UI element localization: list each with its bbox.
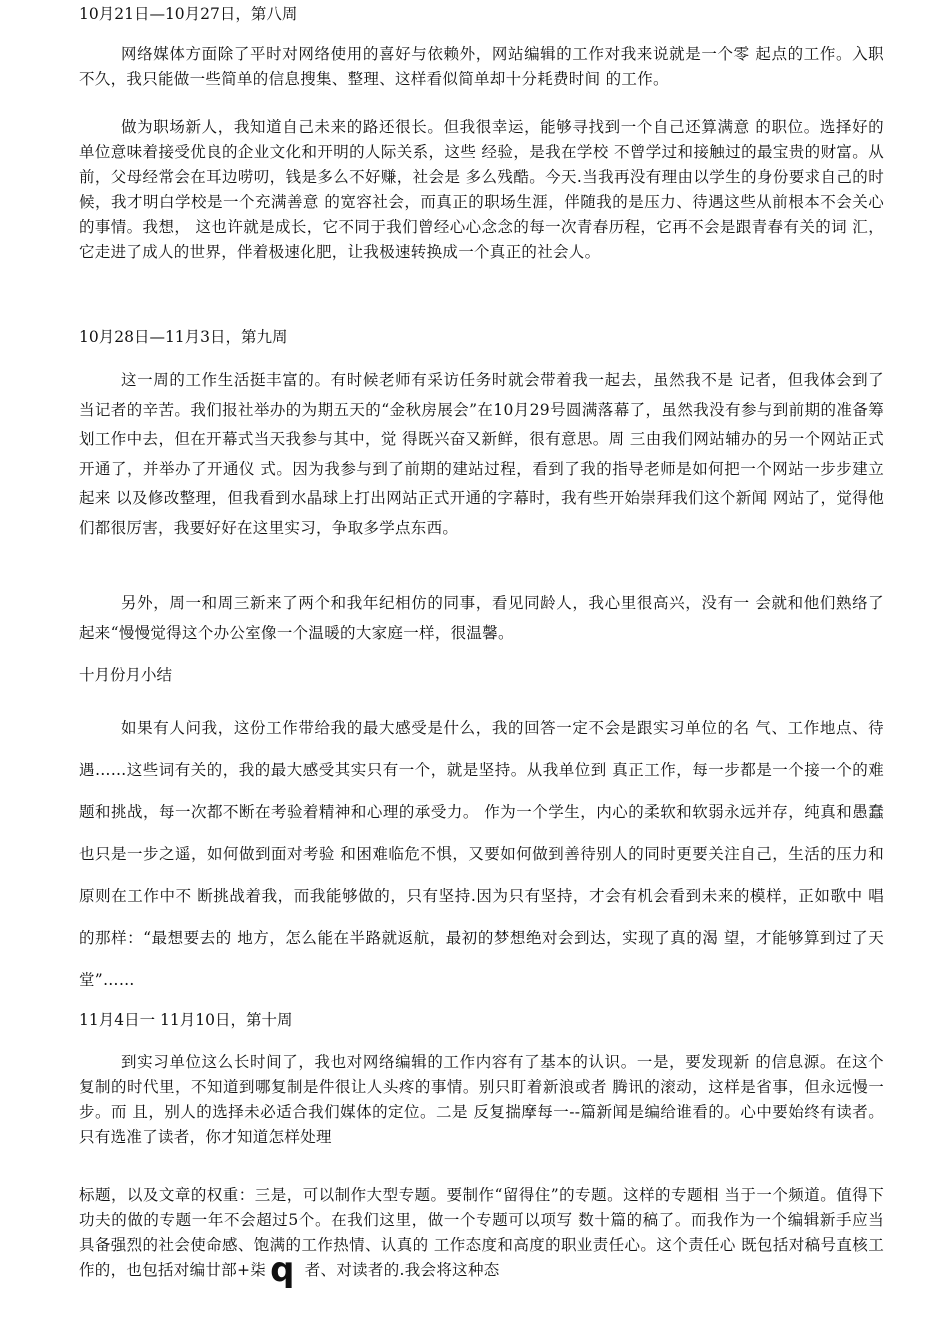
week9-paragraph-2: 另外，周一和周三新来了两个和我年纪相仿的同事，看见同龄人，我心里很高兴，没有一 会就和他们熟络了起来“慢慢觉得这个办公室像一个温暖的大家庭一样，很温馨。 xyxy=(79,594,884,642)
week8-paragraph-2: 做为职场新人，我知道自己未来的路还很长。但我很幸运，能够寻找到一个自己还算满意 的职位。选择好的单位意味着接受优良的企业文化和开明的人际关系，这些 经验，是我在学校 不曾学过和接触过的最宝贵的财富。从前，父母经常会在耳边唠叨，钱是多么不好赚，社会是 多么残酷。今天.当我再没有理由以学生的身份要求自己的时候，我才明白学校是一个充满善意 的宽容社会，而真正的职场生涯，伴随我的是压力、待遇这些从前根本不会关心的事情。我想， 这也许就是成长，它不同于我们曾经心心念念的每一次青春历程，它再不会是跟青春有关的词 汇，它走进了成人的世界，伴着极速化肥，让我极速转换成一个真正的社会人。 xyxy=(79,118,884,261)
week9-paragraph-1: 这一周的工作生活挺丰富的。有时候老师有采访任务时就会带着我一起去，虽然我不是 记者，但我体会到了当记者的辛苦。我们报社举办的为期五天的“金秋房展会”在10月29号圆满落幕了，虽然我没有参与到前期的准备筹划工作中去，但在开幕式当天我参与其中，觉 得既兴奋又新鲜，很有意思。周 三由我们网站辅办的另一个网站正式开通了，并举办了开通仪 式。因为我参与到了前期的建站过程，看到了我的指导老师是如何把一个网站一步步建立起来 以及修改整理，但我看到水晶球上打出网站正式开通的字幕时，我有些开始崇拜我们这个新闻 网站了，觉得他们都很厉害，我要好好在这里实习，争取多学点东西。 xyxy=(79,371,884,537)
october-summary-heading: 十月份月小结 xyxy=(79,666,173,684)
october-summary-paragraph: 如果有人问我，这份工作带给我的最大感受是什么，我的回答一定不会是跟实习单位的名 气、工作地点、待遇……这些词有关的，我的最大感受其实只有一个，就是坚持。从我单位到 真正工作，每一步都是一个接一个的难题和挑战，每一次都不断在考验着精神和心理的承受力。 作为一个学生，内心的柔软和软弱永远并存，纯真和愚蠢也只是一步之遥，如何做到面对考验 和困难临危不惧，又要如何做到善待别人的同时更要关注自己，生活的压力和原则在工作中不 断挑战着我，而我能够做的，只有坚持.因为只有坚持，才会有机会看到未来的模样，正如歌中 唱的那样：“最想要去的 地方，怎么能在半路就返航，最初的梦想绝对会到达，实现了真的渴 望，才能够算到过了天堂”…… xyxy=(79,719,884,989)
stray-large-glyph: q xyxy=(270,1250,295,1290)
week10-paragraph-2-text-start: 标题，以及文章的权重：三是，可以制作大型专题。要制作“留得住”的专题。这样的专题相 当于一个频道。值得下功夫的做的专题一年不会超过5个。在我们这里，做一个专题可以项写 数十篇的稿了。而我作为一个编辑新手应当具备强烈的社会使命感、饱满的工作热情、认真的 工作态度和高度的职业责任心。这个责任心 既包括对稿号直核工作的，也包括对编廿部+柒 xyxy=(79,1186,884,1279)
week9-heading: 10月28日—11月3日，第九周 xyxy=(79,328,288,346)
week10-paragraph-2 xyxy=(79,1183,884,1290)
week8-heading: 10月21日—10月27日，第八周 xyxy=(79,5,298,23)
week10-paragraph-2-text-end: 者、对读者的.我会将这种态 xyxy=(304,1261,500,1279)
week10-paragraph-1: 到实习单位这么长时间了，我也对网络编辑的工作内容有了基本的认识。一是，要发现新 的信息源。在这个复制的时代里，不知道到哪复制是件很让人头疼的事情。别只盯着新浪或者 腾讯的滚动，这样是省事，但永远慢一步。而 且，别人的选择未必适合我们媒体的定位。二是 反复揣摩每一--篇新闻是编给谁看的。心中要始终有读者。只有选准了读者，你才知道怎样处理 xyxy=(79,1053,884,1146)
week10-heading: 11月4日一 11月10日，第十周 xyxy=(79,1011,293,1029)
week8-paragraph-1: 网络媒体方面除了平时对网络使用的喜好与依赖外，网站编辑的工作对我来说就是一个零 起点的工作。入职不久，我只能做一些简单的信息搜集、整理、这样看似简单却十分耗费时间 的工作。 xyxy=(79,45,884,88)
